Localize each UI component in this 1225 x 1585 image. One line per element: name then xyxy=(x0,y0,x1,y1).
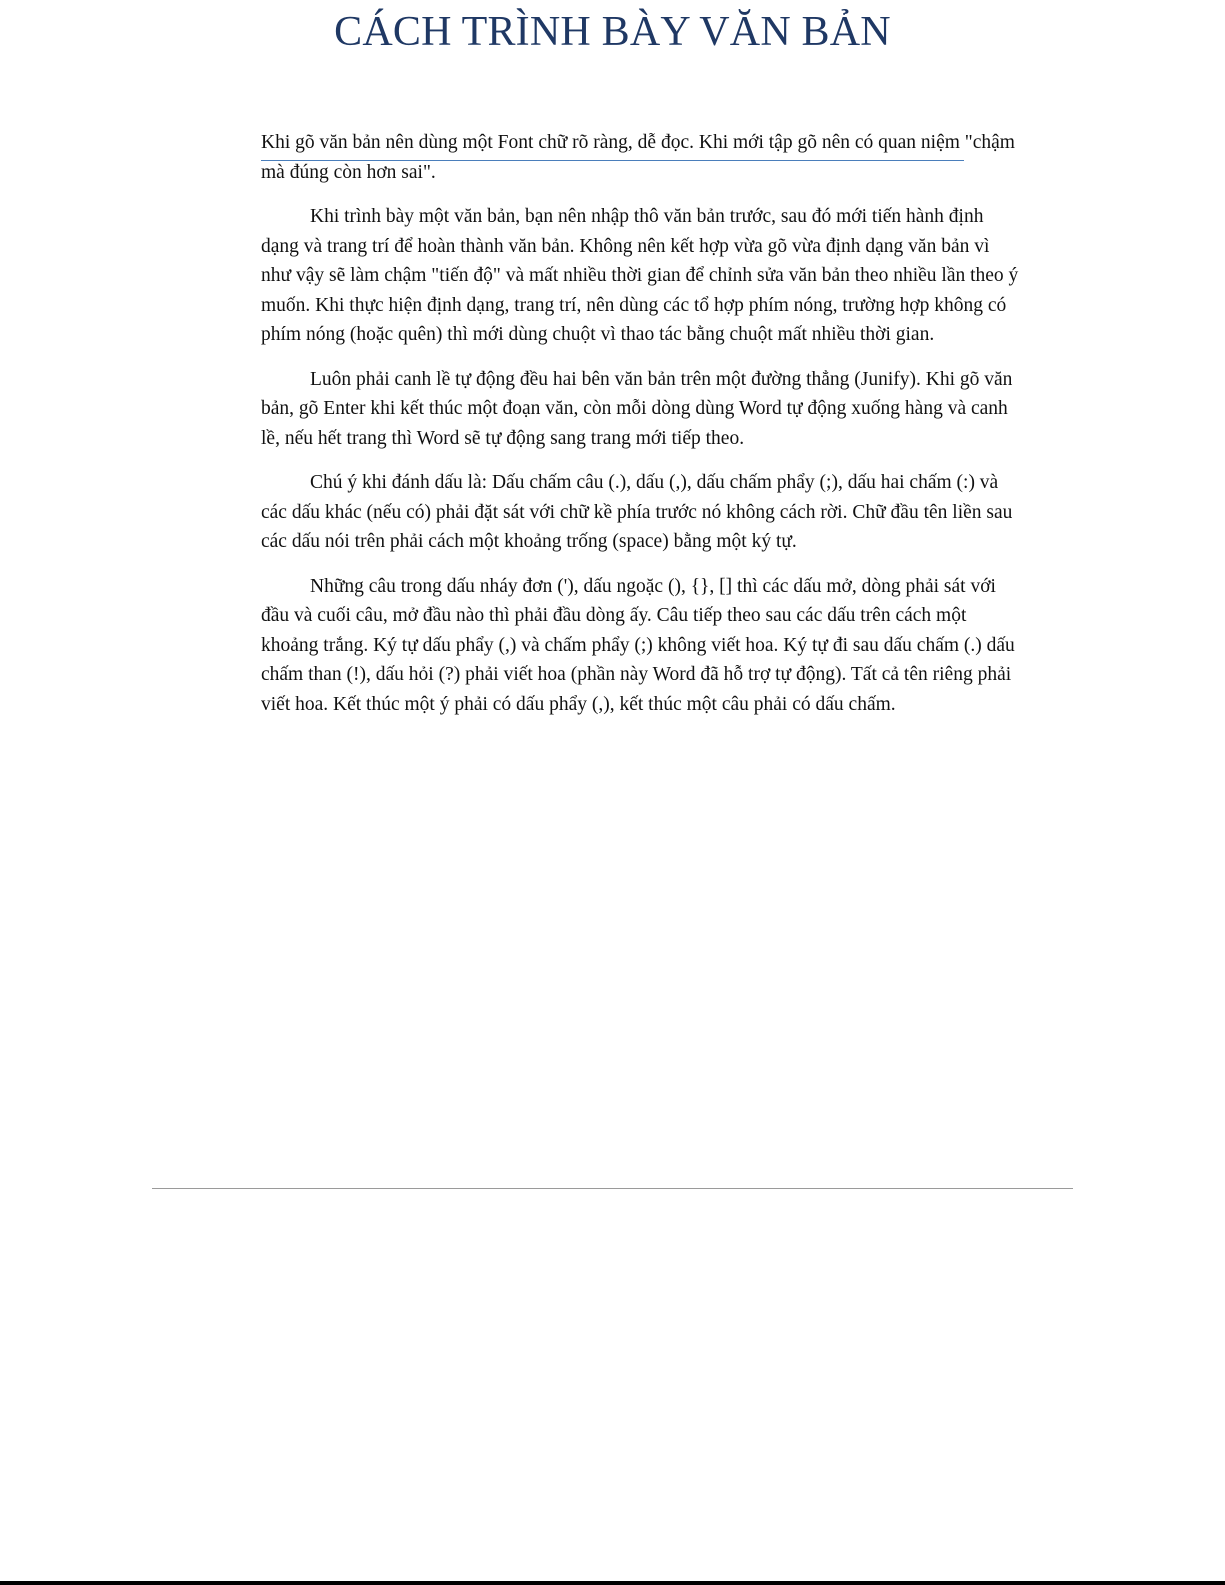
page-footer-rule xyxy=(152,1188,1073,1189)
intro-block xyxy=(261,128,1021,187)
document-title: CÁCH TRÌNH BÀY VĂN BẢN xyxy=(334,9,891,55)
intro-underline-rule xyxy=(261,160,964,161)
paragraph-quotes-brackets: Những câu trong dấu nháy đơn ('), dấu ngoặc (), {}, [] thì các dấu mở, dòng phải sát với đầu và cuối câu, mở đầu nào thì phải đầu dòng ấy. Câu tiếp theo sau các dấu trên cách một khoảng trắng. Ký tự dấu phẩy (,) và chấm phẩy (;) không viết hoa. Ký tự đi sau dấu chấm (.) dấu chấm than (!), dấu hỏi (?) phải viết hoa (phần này Word đã hỗ trợ tự động). Tất cả tên riêng phải viết hoa. Kết thúc một ý phải có dấu phẩy (,), kết thúc một câu phải có dấu chấm. xyxy=(261,575,1015,715)
paragraph-formatting-workflow: Khi trình bày một văn bản, bạn nên nhập thô văn bản trước, sau đó mới tiến hành định dạng và trang trí để hoàn thành văn bản. Không nên kết hợp vừa gõ vừa định dạng văn bản vì như vậy sẽ làm chậm "tiến độ" và mất nhiều thời gian để chỉnh sửa văn bản theo nhiều lần theo ý muốn. Khi thực hiện định dạng, trang trí, nên dùng các tổ hợp phím nóng, trường hợp không có phím nóng (hoặc quên) thì mới dùng chuột vì thao tác bằng chuột mất nhiều thời gian. xyxy=(261,206,1019,345)
document-body xyxy=(261,128,1021,734)
page-bottom-edge xyxy=(0,1581,1225,1585)
paragraph-punctuation-rules: Chú ý khi đánh dấu là: Dấu chấm câu (.), dấu (,), dấu chấm phẩy (;), dấu hai chấm (:) và các dấu khác (nếu có) phải đặt sát với chữ kề phía trước nó không cách rời. Chữ đầu tên liền sau các dấu nói trên phải cách một khoảng trống (space) bằng một ký tự. xyxy=(261,472,1013,552)
paragraph-justify-alignment: Luôn phải canh lề tự động đều hai bên văn bản trên một đường thẳng (Junify). Khi gõ văn bản, gõ Enter khi kết thúc một đoạn văn, còn mỗi dòng dùng Word tự động xuống hàng và canh lề, nếu hết trang thì Word sẽ tự động sang trang mới tiếp theo. xyxy=(261,368,1013,449)
paragraph-intro: Khi gõ văn bản nên dùng một Font chữ rõ ràng, dễ đọc. Khi mới tập gõ nên có quan niệm "chậm mà đúng còn hơn sai". xyxy=(261,132,1015,183)
